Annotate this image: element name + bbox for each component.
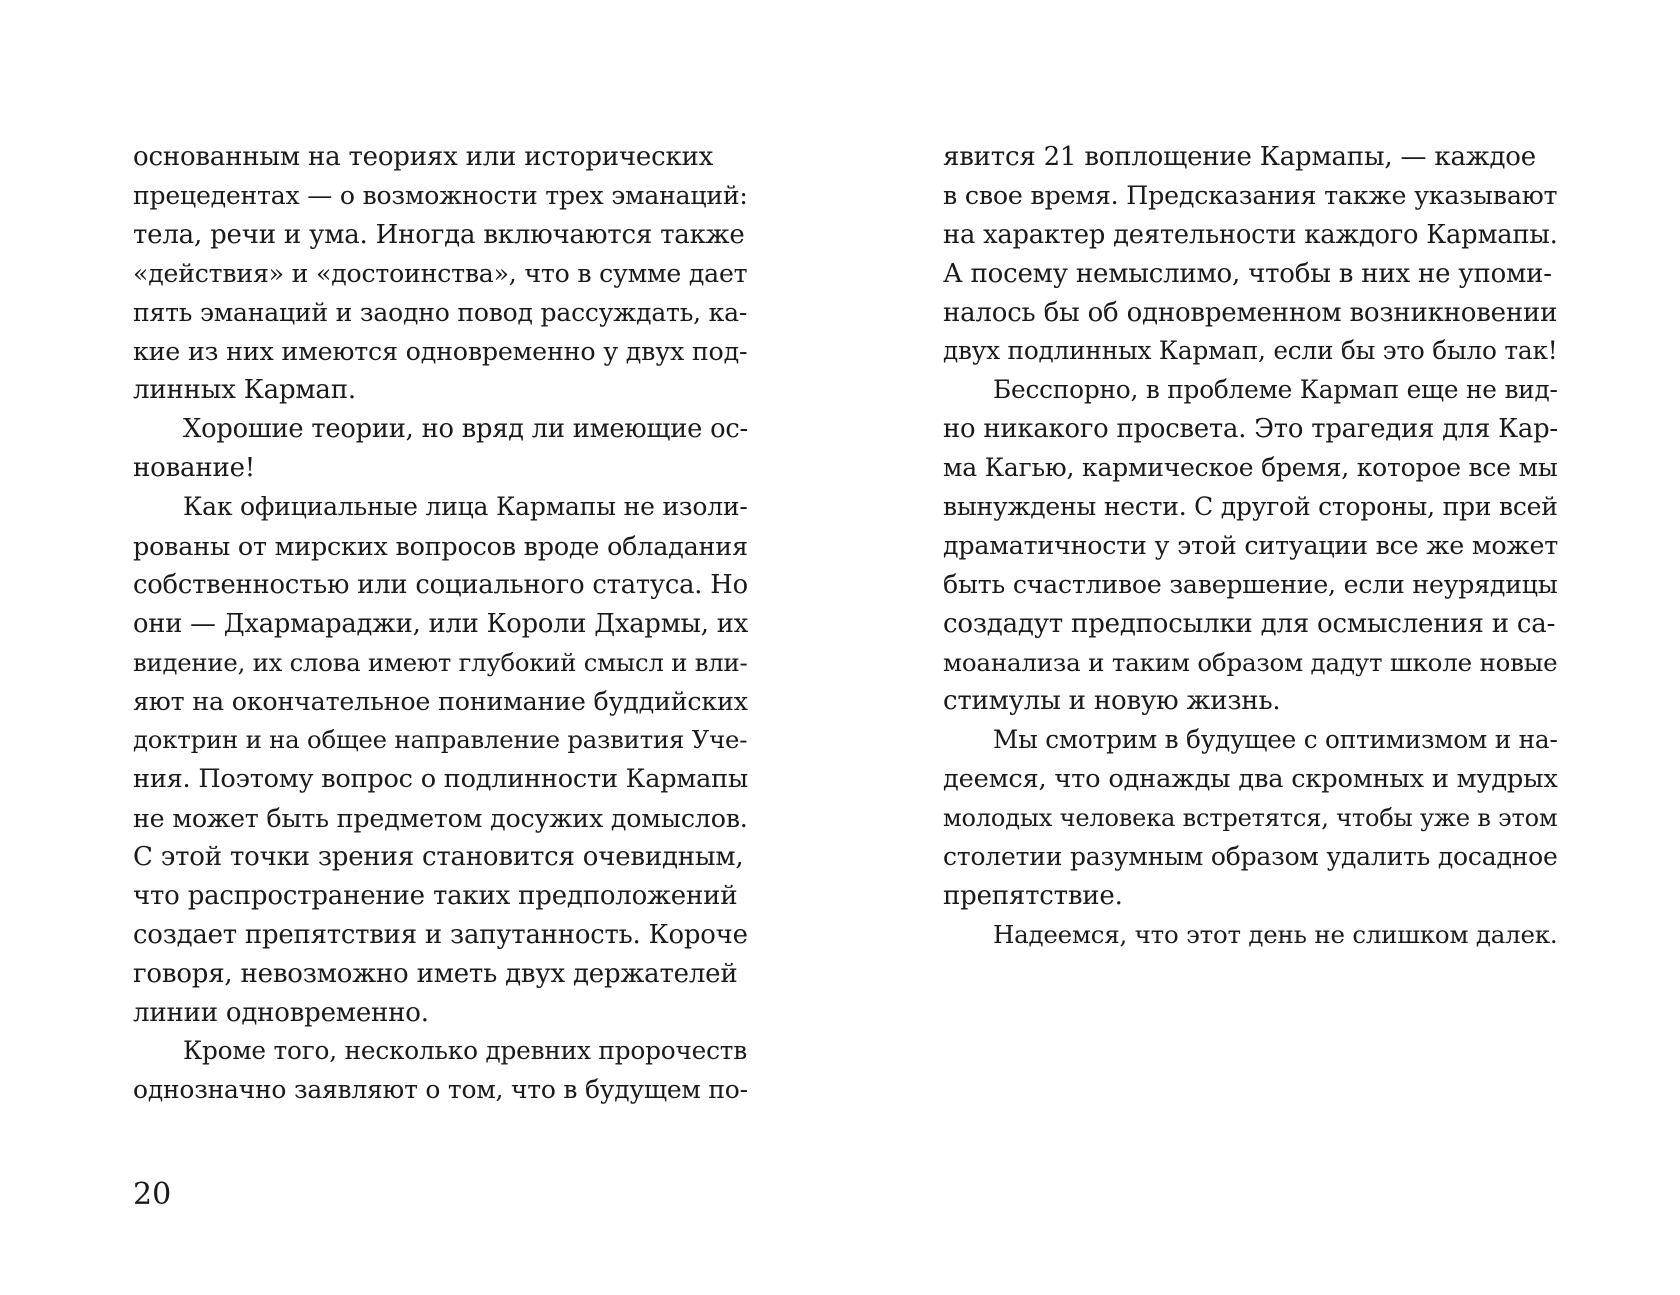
right-page-text <box>943 138 1558 955</box>
text-line: нование! <box>133 453 256 484</box>
text-line: доктрин и на общее направление развития Уче- <box>133 725 748 755</box>
text-line: Надеемся, что этот день не слишком далек. <box>993 919 1558 949</box>
text-line: говоря, невозможно иметь двух держателей <box>133 958 738 989</box>
text-line: явится 21 воплощение Кармапы, — каждое <box>943 142 1536 172</box>
text-line: «действия» и «достоинства», что в сумме дает <box>133 258 748 288</box>
text-line: быть счастливое завершение, если неурядицы <box>943 569 1558 599</box>
text-line: не может быть предметом досужих домыслов. <box>133 803 748 834</box>
text-line: они — Дхармараджи, или Короли Дхармы, их <box>133 608 749 639</box>
left-page-text <box>133 138 748 1110</box>
text-line: что распространение таких предположений <box>133 880 738 911</box>
text-line: кие из них имеются одновременно у двух под- <box>133 336 748 367</box>
text-line: собственностью или социального статуса. Но <box>133 569 748 600</box>
text-line: А посему немыслимо, чтобы в них не упоми- <box>943 258 1552 289</box>
text-line: Хорошие теории, но вряд ли имеющие ос- <box>183 414 748 445</box>
text-line: линных Кармап. <box>133 375 356 406</box>
text-line: столетии разумным образом удалить досадное <box>943 842 1558 872</box>
text-line: на характер деятельности каждого Кармапы. <box>943 219 1558 250</box>
text-line: ния. Поэтому вопрос о подлинности Кармапы <box>133 764 749 795</box>
text-line: в свое время. Предсказания также указывают <box>943 180 1558 210</box>
text-line: однозначно заявляют о том, что в будущем по- <box>133 1075 748 1105</box>
text-line: Как официальные лица Кармапы не изоли- <box>183 492 748 522</box>
text-line: Кроме того, несколько древних пророчеств <box>183 1036 747 1066</box>
text-line: яют на окончательное понимание буддийских <box>133 686 748 717</box>
text-line: моанализа и таким образом дадут школе новые <box>943 647 1558 677</box>
text-line: создадут предпосылки для осмысления и са- <box>943 608 1556 639</box>
text-line: ма Кагью, кармическое бремя, которое все мы <box>943 453 1558 483</box>
text-line: рованы от мирских вопросов вроде обладания <box>133 530 748 561</box>
text-line: линии одновременно. <box>133 997 429 1028</box>
text-line: деемся, что однажды два скромных и мудрых <box>943 764 1558 795</box>
text-line: С этой точки зрения становится очевидным, <box>133 842 744 873</box>
page-number: 20 <box>133 1177 172 1212</box>
text-line: молодых человека встретятся, чтобы уже в этом <box>943 804 1558 833</box>
text-line: видение, их слова имеют глубокий смысл и вли- <box>133 647 748 677</box>
text-line: Мы смотрим в будущее с оптимизмом и на- <box>993 725 1558 755</box>
text-line: Бесспорно, в проблеме Кармап еще не вид- <box>993 375 1558 405</box>
text-line: основанным на теориях или исторических <box>133 142 714 172</box>
text-line: препятствие. <box>943 880 1123 911</box>
text-line: создает препятствия и запутанность. Короче <box>133 919 748 950</box>
text-line: стимулы и новую жизнь. <box>943 686 1281 717</box>
text-line: пять эманаций и заодно повод рассуждать, ка- <box>133 297 748 327</box>
text-line: драматичности у этой ситуации все же может <box>943 530 1559 560</box>
text-line: прецедентах — о возможности трех эманаций: <box>133 180 748 210</box>
text-line: тела, речи и ума. Иногда включаются также <box>133 219 745 250</box>
text-line: налось бы об одновременном возникновении <box>943 297 1558 328</box>
text-line: двух подлинных Кармап, если бы это было так! <box>943 336 1558 366</box>
text-line: но никакого просвета. Это трагедия для Кар- <box>943 414 1558 445</box>
text-line: вынуждены нести. С другой стороны, при всей <box>943 492 1558 522</box>
